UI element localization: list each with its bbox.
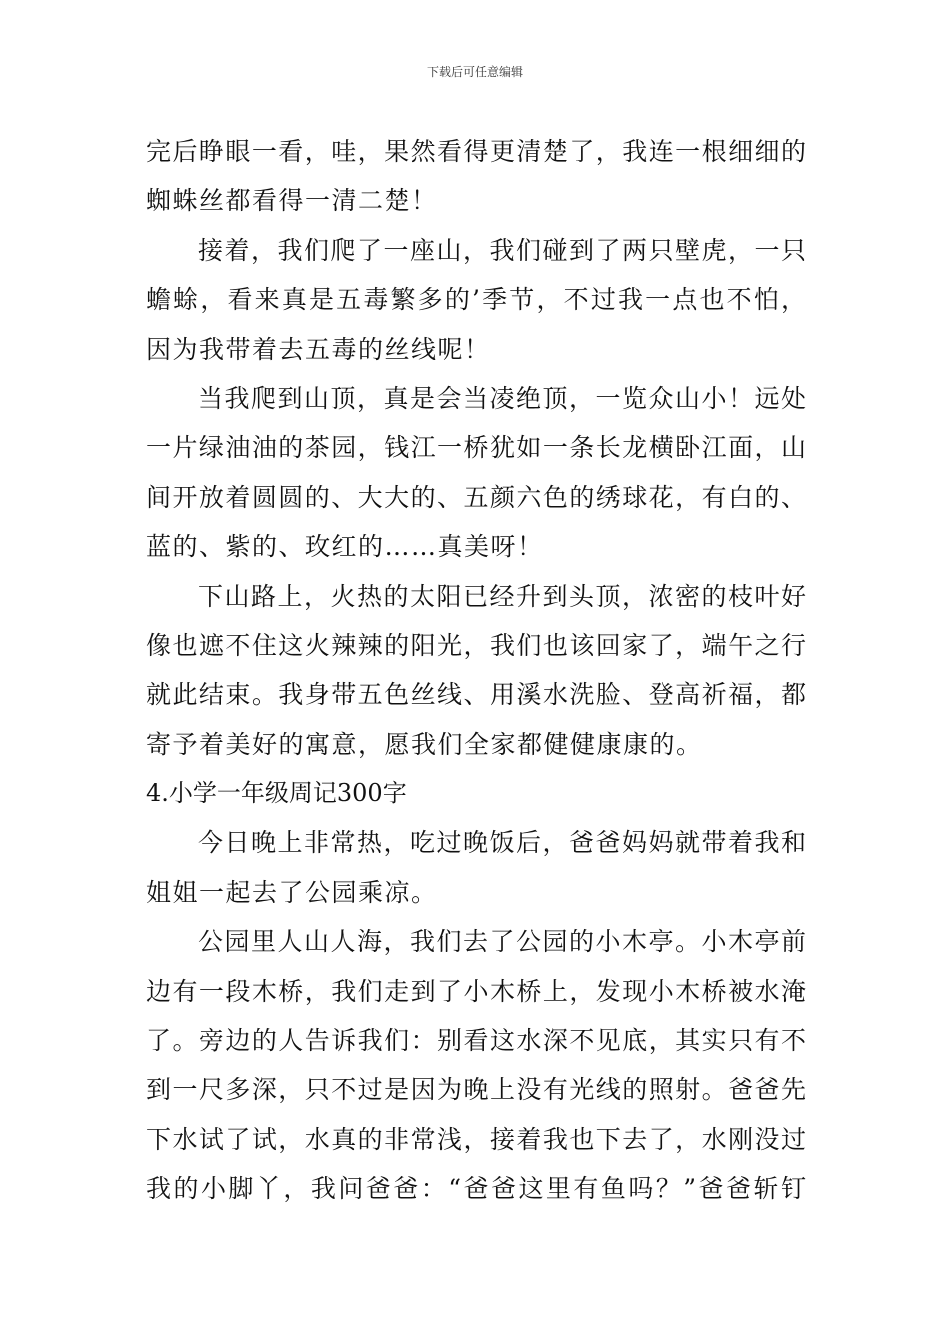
text-line: 像也遮不住这火辣辣的阳光，我们也该回家了，端午之行 xyxy=(146,630,806,660)
text-line: 蟾蜍，看来真是五毒繁多的’季节，不过我一点也不怕， xyxy=(146,285,806,315)
text-line: 寄予着美好的寓意，愿我们全家都健健康康的。 xyxy=(146,729,703,759)
text-line: 下水试了试，水真的非常浅，接着我也下去了，水刚没过 xyxy=(146,1124,806,1154)
section-heading: 4.小学一年级周记300字 xyxy=(146,779,407,808)
text-line: 一片绿油油的茶园，钱江一桥犹如一条长龙横卧江面，山 xyxy=(146,433,806,463)
text-line: 到一尺多深，只不过是因为晚上没有光线的照射。爸爸先 xyxy=(146,1075,806,1105)
text-line: 姐姐一起去了公园乘凉。 xyxy=(146,877,438,907)
text-line: 因为我带着去五毒的丝线呢！ xyxy=(146,334,491,364)
document-body xyxy=(146,127,806,1214)
text-line: 今日晚上非常热，吃过晚饭后，爸爸妈妈就带着我和 xyxy=(198,828,806,858)
text-line: 我的小脚丫，我问爸爸：“爸爸这里有鱼吗？”爸爸斩钉 xyxy=(146,1174,806,1204)
text-line: 了。旁边的人告诉我们：别看这水深不见底，其实只有不 xyxy=(146,1026,806,1056)
text-line: 接着，我们爬了一座山，我们碰到了两只壁虎，一只 xyxy=(198,235,806,265)
text-line: 公园里人山人海，我们去了公园的小木亭。小木亭前 xyxy=(198,927,806,957)
text-line: 间开放着圆圆的、大大的、五颜六色的绣球花，有白的、 xyxy=(146,482,806,512)
text-line: 下山路上，火热的太阳已经升到头顶，浓密的枝叶好 xyxy=(198,581,806,611)
text-line: 完后睁眼一看，哇，果然看得更清楚了，我连一根细细的 xyxy=(146,137,806,166)
text-line: 蓝的、紫的、玫红的……真美呀！ xyxy=(146,532,544,562)
page-header: 下载后可任意编辑 xyxy=(426,65,523,79)
text-line: 就此结束。我身带五色丝线、用溪水洗脸、登高祈福，都 xyxy=(146,680,806,710)
text-line: 边有一段木桥，我们走到了小木桥上，发现小木桥被水淹 xyxy=(146,976,806,1006)
text-line: 当我爬到山顶，真是会当凌绝顶，一览众山小！远处 xyxy=(198,383,806,413)
text-line: 蜘蛛丝都看得一清二楚！ xyxy=(146,186,438,216)
